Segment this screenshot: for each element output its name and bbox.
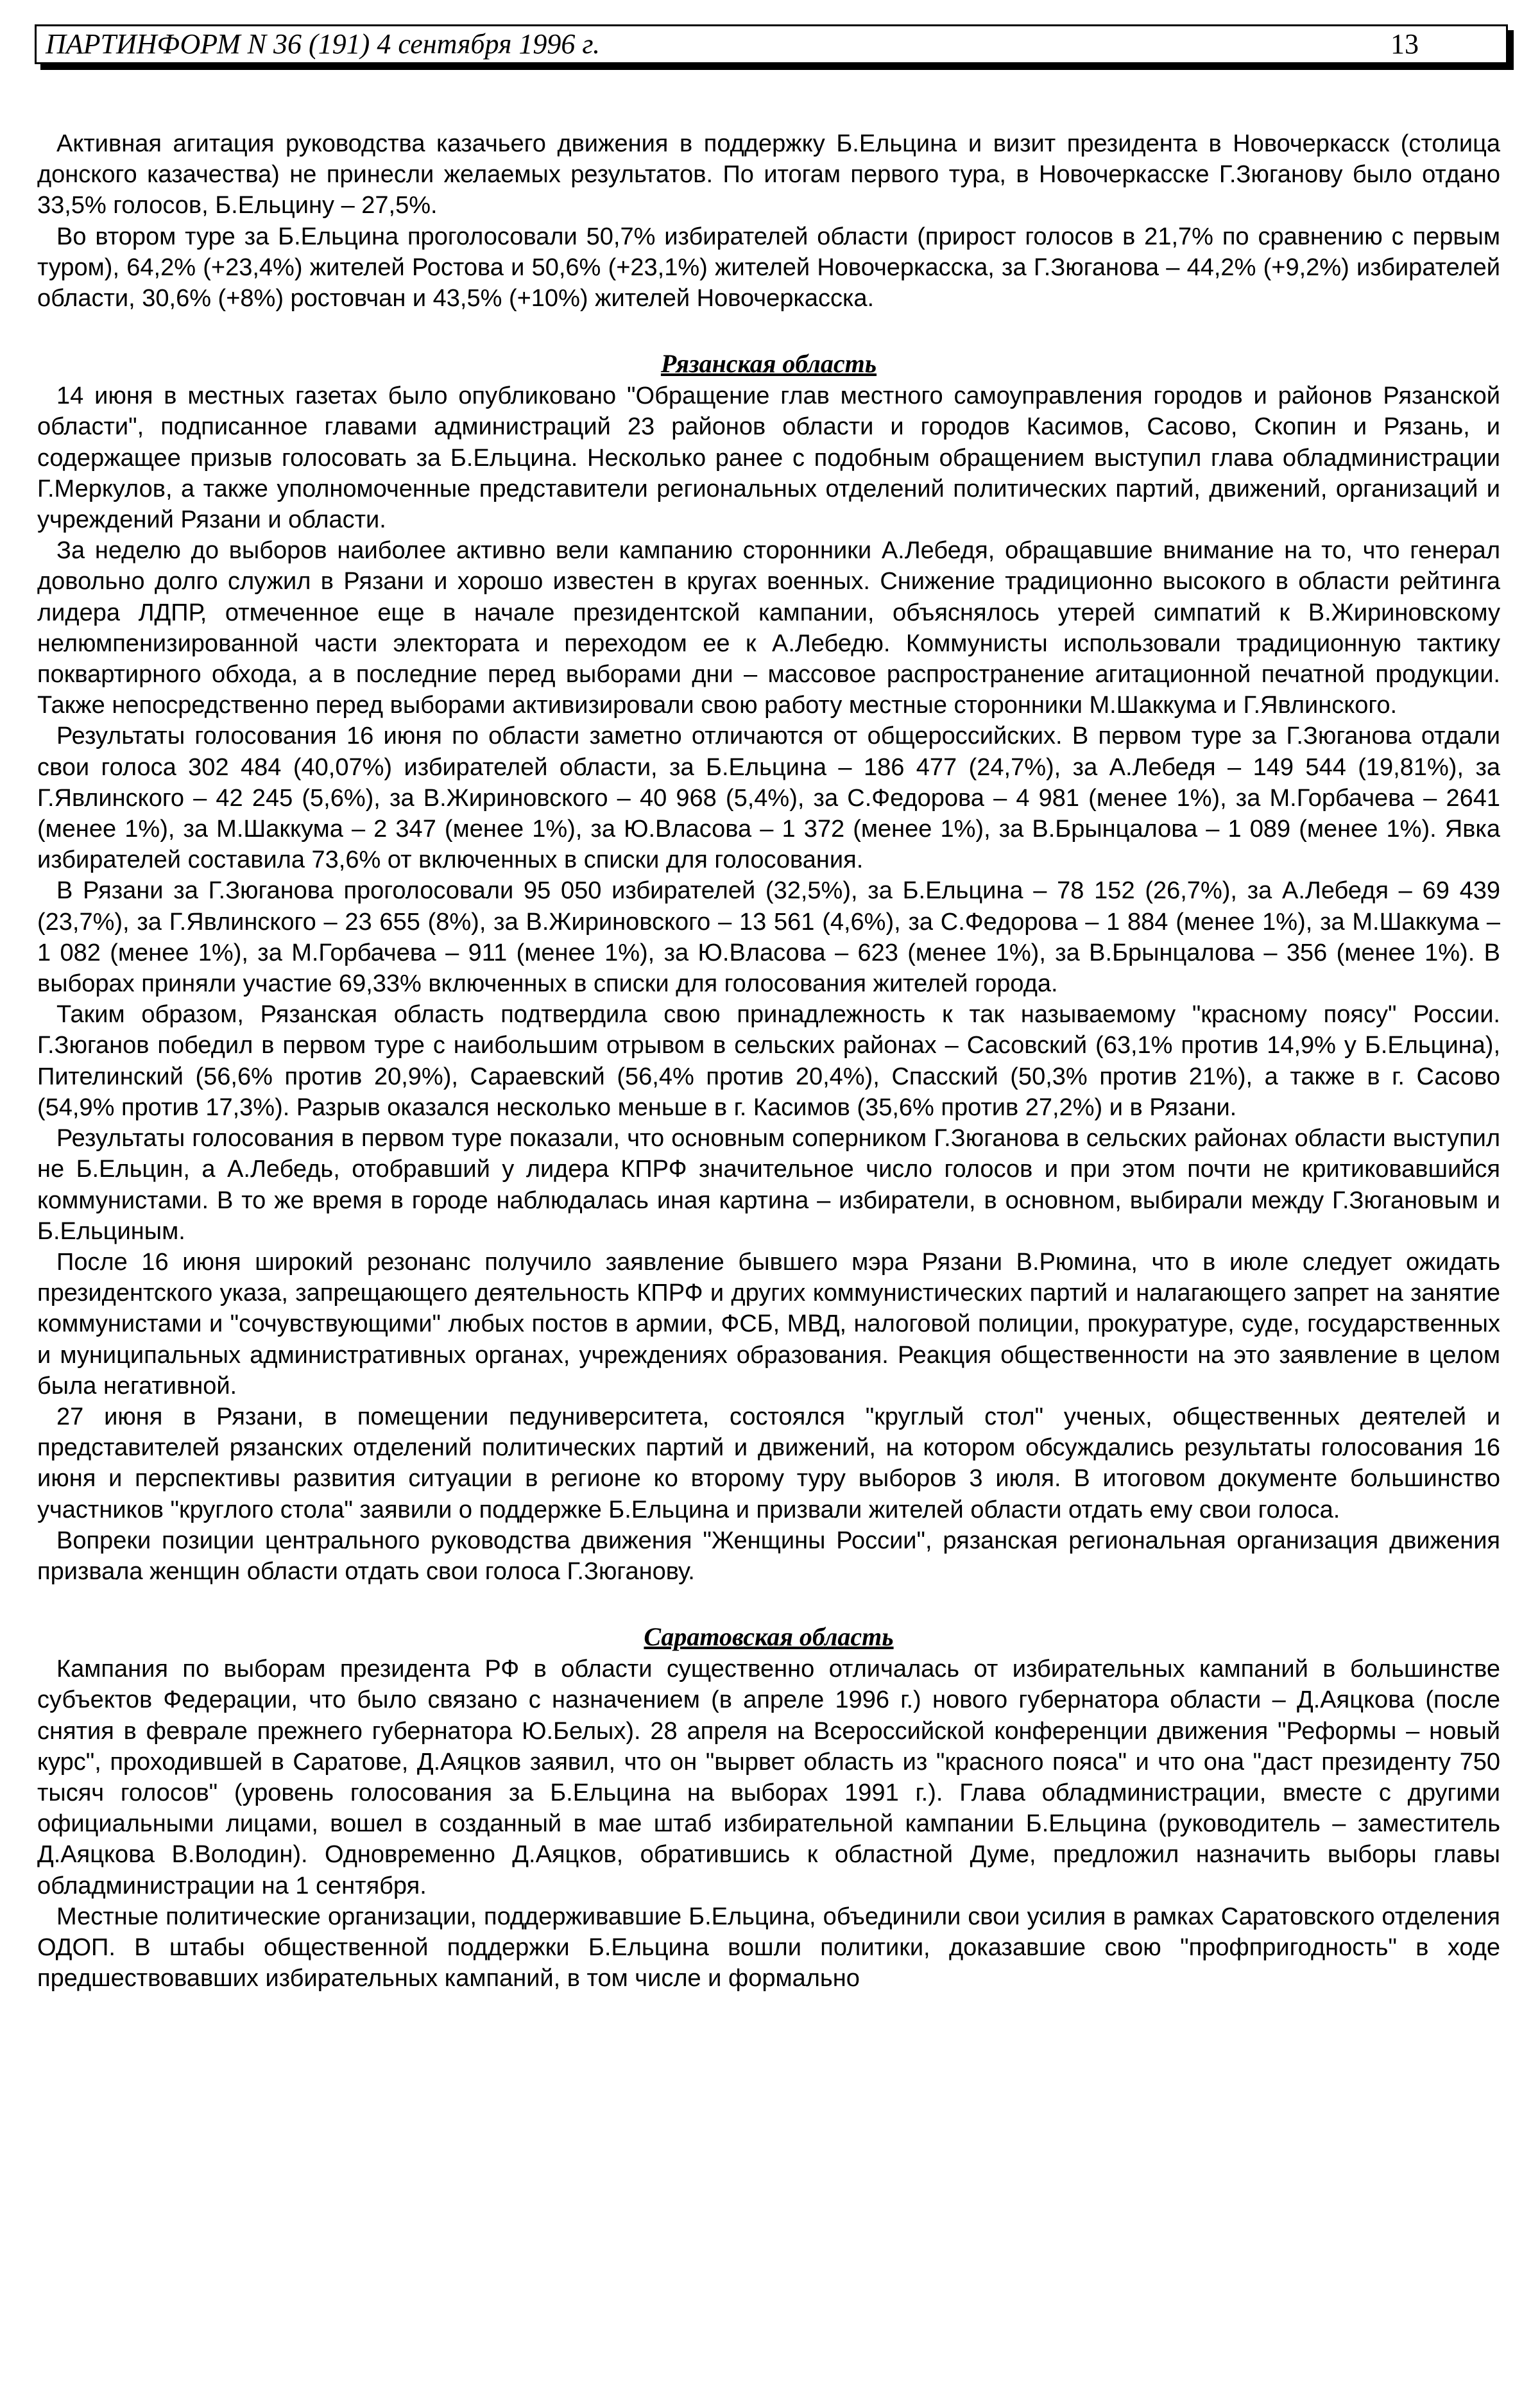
paragraph: После 16 июня широкий резонанс получило заявление бывшего мэра Рязани В.Рюмина, что в июле следует ожидать президентского указа, запрещающего деятельность КПРФ и других коммунистических партий и налагающего запрет на занятие коммунистами и "сочувствующими" любых постов в армии, ФСБ, МВД, налоговой полиции, прокуратуре, суде, государственных и муниципальных административных органах, учреждениях образования. Реакция общественности на это заявление в целом была негативной. bbox=[37, 1248, 1500, 1400]
paragraph: Таким образом, Рязанская область подтвердила свою принадлежность к так называемому "красному поясу" России. Г.Зюганов победил в первом туре с наибольшим отрывом в сельских районах – Сасовский (63,1% против 14,9% у Б.Ельцина), Пителинский (56,6% против 20,9%), Сараевский (56,4% против 20,4%), Спасский (50,3% против 21%), а также в г. Сасово (54,9% против 17,3%). Разрыв оказался несколько меньше в г. Касимов (35,6% против 27,2%) и в Рязани. bbox=[37, 1001, 1500, 1121]
paragraph: Результаты голосования в первом туре показали, что основным соперником Г.Зюганова в сельских районах области выступил не Б.Ельцин, а А.Лебедь, отобравший у лидера КПРФ значительное число голосов и при этом почти не критиковавшийся коммунистами. В то же время в городе наблюдалась иная картина – избиратели, в основном, выбирали между Г.Зюгановым и Б.Ельциным. bbox=[37, 1125, 1500, 1245]
paragraph: За неделю до выборов наиболее активно вели кампанию сторонники А.Лебедя, обращавшие внимание на то, что генерал довольно долго служил в Рязани и хорошо известен в кругах военных. Снижение традиционно высокого в области рейтинга лидера ЛДПР, отмеченное еще в начале президентской кампании, объяснялось утерей симпатий к В.Жириновскому нелюмпенизированной части электората и переходом ее к А.Лебедю. Коммунисты использовали традиционную тактику поквартирного обхода, а в последние перед выборами дни – массовое распространение агитационной печатной продукции. Также непосредственно перед выборами активизировали свою работу местные сторонники М.Шаккума и Г.Явлинского. bbox=[37, 537, 1500, 719]
section-title-saratov: Саратовская область bbox=[644, 1622, 894, 1652]
paragraph: Местные политические организации, поддерживавшие Б.Ельцина, объединили свои усилия в рамках Саратовского отделения ОДОП. В штабы общественной поддержки Б.Ельцина вошли политики, доказавшие свою "профпригодность" в ходе предшествовавших избирательных кампаний, в том числе и формально bbox=[37, 1903, 1500, 1992]
paragraph: Активная агитация руководства казачьего движения в поддержку Б.Ельцина и визит президента в Новочеркасск (столица донского казачества) не принесли желаемых результатов. По итогам первого тура, в Новочеркасске Г.Зюганову было отдано 33,5% голосов, Б.Ельцину – 27,5%. bbox=[37, 130, 1500, 219]
article-body bbox=[37, 128, 1500, 1994]
paragraph: 27 июня в Рязани, в помещении педуниверситета, состоялся "круглый стол" ученых, общественных деятелей и представителей рязанских отделений политических партий и движений, на котором обсуждались результаты голосования 16 июня и перспективы развития ситуации в регионе ко второму туру выборов 3 июля. В итоговом документе большинство участников "круглого стола" заявили о поддержке Б.Ельцина и призвали жителей области отдать ему свои голоса. bbox=[37, 1403, 1500, 1523]
section-title-ryazan: Рязанская область bbox=[660, 349, 877, 379]
paragraph: В Рязани за Г.Зюганова проголосовали 95 050 избирателей (32,5%), за Б.Ельцина – 78 152 (26,7%), за А.Лебедя – 69 439 (23,7%), за Г.Явлинского – 23 655 (8%), за В.Жириновского – 13 561 (4,6%), за С.Федорова – 1 884 (менее 1%), за М.Шаккума – 1 082 (менее 1%), за М.Горбачева – 911 (менее 1%), за Ю.Власова – 623 (менее 1%), за В.Брынцалова – 356 (менее 1%). В выборах приняли участие 69,33% включенных в списки для голосования жителей города. bbox=[37, 877, 1500, 998]
paragraph: Результаты голосования 16 июня по области заметно отличаются от общероссийских. В первом туре за Г.Зюганова отдали свои голоса 302 484 (40,07%) избирателей области, за Б.Ельцина – 186 477 (24,7%), за А.Лебедя – 149 544 (19,81%), за Г.Явлинского – 42 245 (5,6%), за В.Жириновского – 40 968 (5,4%), за С.Федорова – 4 981 (менее 1%), за М.Горбачева – 2641 (менее 1%), за М.Шаккума – 2 347 (менее 1%), за Ю.Власова – 1 372 (менее 1%), за В.Брынцалова – 1 089 (менее 1%). Явка избирателей составила 73,6% от включенных в списки для голосования. bbox=[37, 723, 1500, 874]
publication-info: ПАРТИНФОРМ N 36 (191) 4 сентября 1996 г. bbox=[46, 28, 600, 60]
paragraph: 14 июня в местных газетах было опубликовано "Обращение глав местного самоуправления городов и районов Рязанской области", подписанное главами администраций 23 районов области и городов Касимов, Сасово, Скопин и Рязань, и содержащее призыв голосовать за Б.Ельцина. Несколько ранее с подобным обращением выступил глава обладминистрации Г.Меркулов, а также уполномоченные представители региональных отделений политических партий, движений, организаций и учреждений Рязани и области. bbox=[37, 382, 1500, 534]
page-header bbox=[35, 24, 1508, 64]
paragraph: Вопреки позиции центрального руководства движения "Женщины России", рязанская региональная организация движения призвала женщин области отдать свои голоса Г.Зюганову. bbox=[37, 1527, 1500, 1585]
page-number: 13 bbox=[1390, 28, 1419, 60]
paragraph: Кампания по выборам президента РФ в области существенно отличалась от избирательных кампаний в большинстве субъектов Федерации, что было связано с назначением (в апреле 1996 г.) нового губернатора области – Д.Аяцкова (после снятия в феврале прежнего губернатора Ю.Белых). 28 апреля на Всероссийской конференции движения "Реформы – новый курс", проходившей в Саратове, Д.Аяцков заявил, что он "вырвет область из "красного пояса" и что она "даст президенту 750 тысяч голосов" (уровень голосования за Б.Ельцина на выборах 1991 г.). Глава обладминистрации, вместе с другими официальными лицами, вошел в созданный в мае штаб избирательной кампании Б.Ельцина (руководитель – заместитель Д.Аяцкова В.Володин). Одновременно Д.Аяцков, обратившись к областной Думе, предложил назначить выборы главы обладминистрации на 1 сентября. bbox=[37, 1656, 1500, 1899]
paragraph: Во втором туре за Б.Ельцина проголосовали 50,7% избирателей области (прирост голосов в 21,7% по сравнению с первым туром), 64,2% (+23,4%) жителей Ростова и 50,6% (+23,1%) жителей Новочеркасска, за Г.Зюганова – 44,2% (+9,2%) избирателей области, 30,6% (+8%) ростовчан и 43,5% (+10%) жителей Новочеркасска. bbox=[37, 223, 1500, 313]
